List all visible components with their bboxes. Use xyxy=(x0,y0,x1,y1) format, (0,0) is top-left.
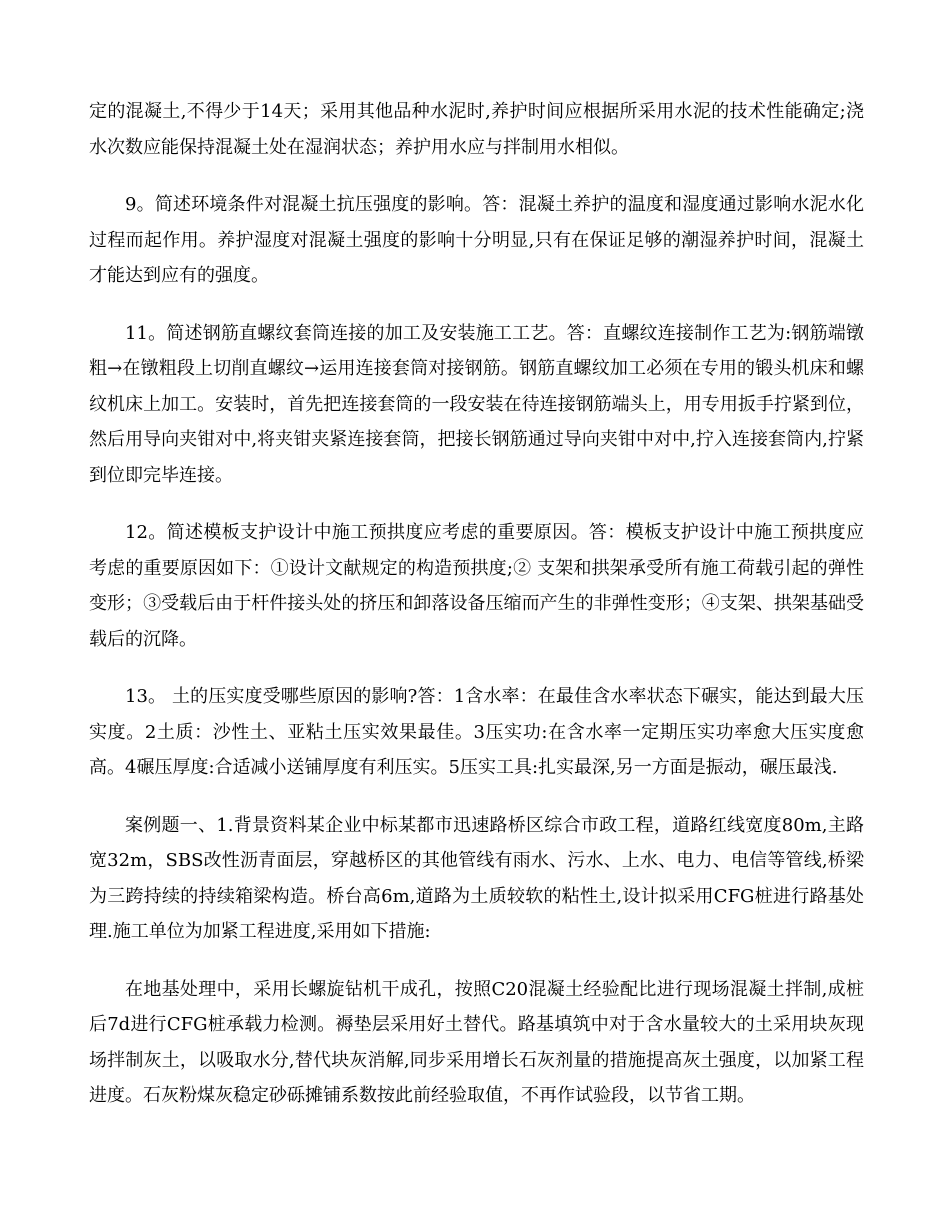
paragraph-q12-camber: 12。简述模板支护设计中施工预拱度应考虑的重要原因。答：模板支护设计中施工预拱度应考虑的重要原因如下：①设计文献规定的构造预拱度;② 支架和拱架承受所有施工荷载引起的弹性变形；③受载后由于杆件接头处的挤压和卸落设备压缩而产生的非弹性变形；④支架、拱架基础受载后的沉降。 xyxy=(89,522,864,650)
paragraph-case-background: 案例题一、1.背景资料某企业中标某都市迅速路桥区综合市政工程，道路红线宽度80m,主路宽32m，SBS改性沥青面层，穿越桥区的其他管线有雨水、污水、上水、电力、电信等管线,桥梁为三跨持续的持续箱梁构造。桥台高6m,道路为土质较软的粘性土,设计拟采用CFG桩进行路基处理.施工单位为加紧工程进度,采用如下措施: xyxy=(89,814,864,942)
paragraph-case-measures: 在地基处理中，采用长螺旋钻机干成孔，按照C20混凝土经验配比进行现场混凝土拌制,成桩后7d进行CFG桩承载力检测。褥垫层采用好土替代。路基填筑中对于含水量较大的土采用块灰现场拌制灰土，以吸取水分,替代块灰消解,同步采用增长石灰剂量的措施提高灰土强度，以加紧工程进度。石灰粉煤灰稳定砂砾摊铺系数按此前经验取值，不再作试验段，以节省工期。 xyxy=(89,978,864,1106)
paragraph-q9-environment: 9。简述环境条件对混凝土抗压强度的影响。答：混凝土养护的温度和湿度通过影响水泥水化过程而起作用。养护湿度对混凝土强度的影响十分明显,只有在保证足够的潮湿养护时间，混凝土才能达到应有的强度。 xyxy=(89,194,864,286)
paragraph-q11-rebar-coupler: 11。简述钢筋直螺纹套筒连接的加工及安装施工工艺。答：直螺纹连接制作工艺为:钢筋端镦粗→在镦粗段上切削直螺纹→运用连接套筒对接钢筋。钢筋直螺纹加工必须在专用的锻头机床和螺纹机床上加工。安装时，首先把连接套筒的一段安装在待连接钢筋端头上，用专用扳手拧紧到位，然后用导向夹钳对中,将夹钳夹紧连接套筒，把接长钢筋通过导向夹钳中对中,拧入连接套筒内,拧紧到位即完毕连接。 xyxy=(89,322,864,486)
paragraph-curing-continued: 定的混凝土,不得少于14天；采用其他品种水泥时,养护时间应根据所采用水泥的技术性能确定;浇水次数应能保持混凝土处在湿润状态；养护用水应与拌制用水相似。 xyxy=(89,101,864,158)
document-page xyxy=(89,94,864,1136)
paragraph-q13-compaction: 13。 土的压实度受哪些原因的影响?答：1含水率：在最佳含水率状态下碾实，能达到最大压实度。2土质：沙性土、亚粘土压实效果最佳。3压实功:在含水率一定期压实功率愈大压实度愈高。4碾压厚度:合适减小送铺厚度有利压实。5压实工具:扎实最深,另一方面是振动，碾压最浅. xyxy=(89,686,864,778)
